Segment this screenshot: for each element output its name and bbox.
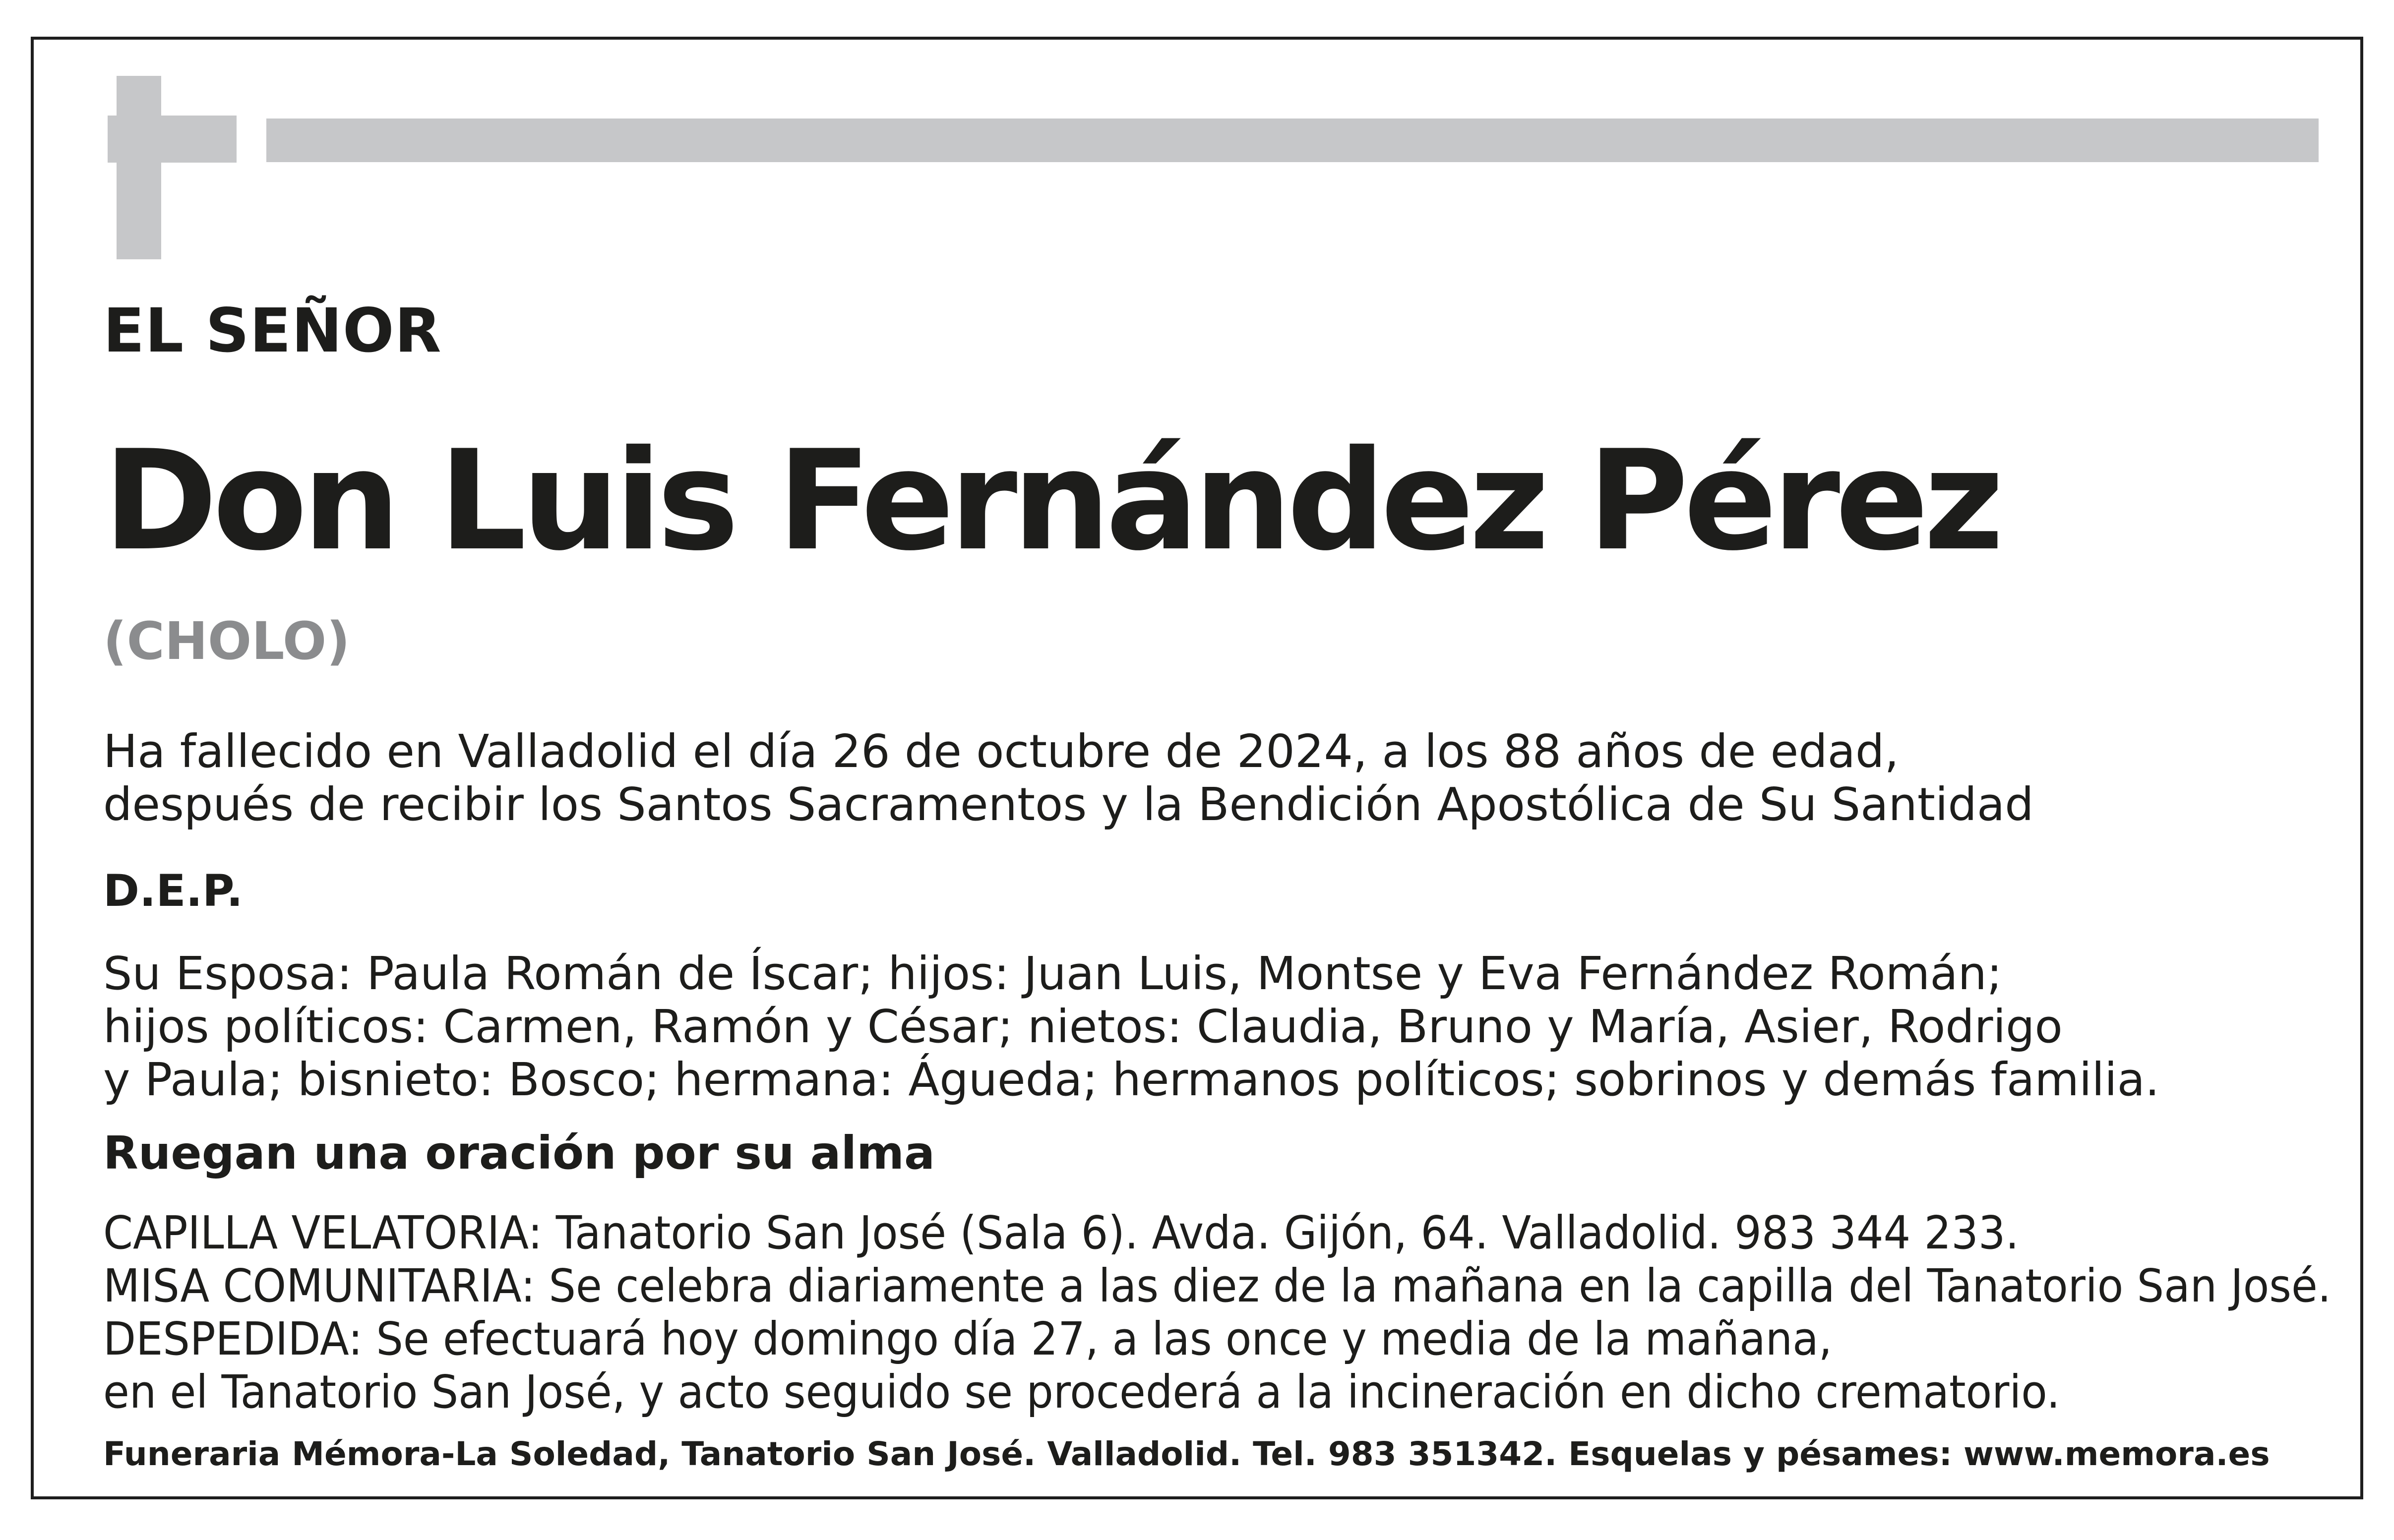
service-line: CAPILLA VELATORIA: Tanatorio San José (Sala 6). Avda. Gijón, 64. Valladolid. 983 344 233. <box>103 1206 2019 1259</box>
deceased-name: Don Luis Fernández Pérez <box>103 420 1999 581</box>
cross-icon <box>117 76 161 259</box>
family-line: y Paula; bisnieto: Bosco; hermana: Águeda; hermanos políticos; sobrinos y demás familia. <box>103 1053 2160 1106</box>
family-line: Su Esposa: Paula Román de Íscar; hijos: Juan Luis, Montse y Eva Fernández Román; <box>103 947 2002 1000</box>
prayer-request: Ruegan una oración por su alma <box>103 1126 935 1180</box>
family-list <box>103 947 2159 1106</box>
service-line: DESPEDIDA: Se efectuará hoy domingo día 27, a las once y media de la mañana, <box>103 1312 1833 1365</box>
nickname: (CHOLO) <box>103 611 350 671</box>
death-notice <box>103 725 2034 831</box>
rip-label: D.E.P. <box>103 865 243 916</box>
service-details <box>103 1206 2331 1419</box>
funeral-home-footer: Funeraria Mémora-La Soledad, Tanatorio San José. Valladolid. Tel. 983 351342. Esquelas y pésames: www.memora.es <box>103 1435 2270 1473</box>
service-line: MISA COMUNITARIA: Se celebra diariamente a las diez de la mañana en la capilla del Tanatorio San José. <box>103 1259 2332 1312</box>
service-line: en el Tanatorio San José, y acto seguido se procederá a la incineración en dicho crematorio. <box>103 1365 2060 1419</box>
header-rule <box>266 118 2319 162</box>
family-line: hijos políticos: Carmen, Ramón y César; nietos: Claudia, Bruno y María, Asier, Rodrigo <box>103 1000 2063 1053</box>
death-notice-line: Ha fallecido en Valladolid el día 26 de octubre de 2024, a los 88 años de edad, <box>103 725 1899 778</box>
honorific: EL SEÑOR <box>103 296 442 366</box>
cross-icon-crossbar <box>108 116 237 163</box>
death-notice-line: después de recibir los Santos Sacramentos y la Bendición Apostólica de Su Santidad <box>103 778 2034 831</box>
